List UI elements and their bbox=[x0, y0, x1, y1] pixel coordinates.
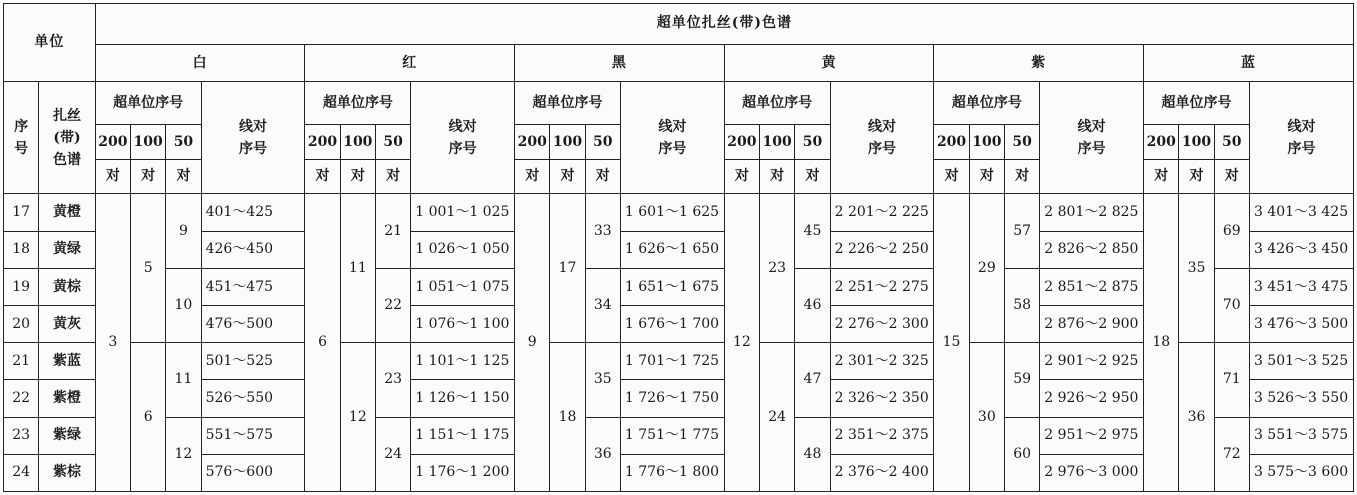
line-pair-range: 3 426～3 450 bbox=[1249, 231, 1353, 268]
line-pair-range: 2 851～2 875 bbox=[1040, 268, 1144, 305]
row-seq: 20 bbox=[4, 305, 39, 342]
unit-100-pair: 11 bbox=[340, 194, 375, 343]
unit-200-pair: 18 bbox=[1144, 194, 1179, 492]
row-color-name: 黄绿 bbox=[39, 231, 95, 268]
line-pair-header-line: 线对 bbox=[868, 118, 896, 135]
unit-50-pair: 36 bbox=[585, 417, 620, 492]
pair-count-header: 100 bbox=[131, 125, 166, 160]
color-header bbox=[39, 82, 95, 194]
line-pair-range: 1 101～1 125 bbox=[411, 343, 515, 380]
pair-unit-label: 对 bbox=[1004, 159, 1039, 194]
unit-50-pair: 60 bbox=[1004, 417, 1039, 492]
line-pair-range: 2 351～2 375 bbox=[830, 417, 934, 454]
line-pair-range: 426～450 bbox=[201, 231, 305, 268]
super-unit-seq-header: 超单位序号 bbox=[515, 82, 621, 125]
line-pair-range: 1 776～1 800 bbox=[620, 454, 724, 491]
unit-50-pair: 21 bbox=[375, 194, 410, 268]
unit-100-pair: 6 bbox=[131, 343, 166, 492]
line-pair-range: 501～525 bbox=[201, 343, 305, 380]
line-pair-header-line: 线对 bbox=[1287, 118, 1316, 135]
unit-50-pair: 10 bbox=[166, 268, 201, 342]
unit-200-pair: 9 bbox=[515, 194, 550, 492]
unit-50-pair: 45 bbox=[795, 194, 830, 268]
line-pair-range: 2 251～2 275 bbox=[830, 268, 934, 305]
line-pair-range: 1 751～1 775 bbox=[620, 417, 724, 454]
unit-100-pair: 36 bbox=[1179, 343, 1214, 492]
unit-50-pair: 33 bbox=[585, 194, 620, 268]
pair-count-header: 200 bbox=[724, 125, 759, 160]
pair-count-header: 200 bbox=[934, 125, 969, 160]
line-pair-header bbox=[1249, 82, 1353, 194]
unit-50-pair: 34 bbox=[585, 268, 620, 342]
line-pair-range: 2 326～2 350 bbox=[830, 380, 934, 417]
unit-50-pair: 24 bbox=[375, 417, 410, 492]
line-pair-header bbox=[830, 82, 934, 194]
row-color-name: 黄橙 bbox=[39, 194, 95, 231]
pair-unit-label: 对 bbox=[166, 159, 201, 194]
pair-count-header: 50 bbox=[375, 125, 410, 160]
unit-50-pair: 23 bbox=[375, 343, 410, 417]
line-pair-range: 551～575 bbox=[201, 417, 305, 454]
line-pair-range: 2 951～2 975 bbox=[1040, 417, 1144, 454]
group-header-5: 蓝 bbox=[1144, 44, 1354, 82]
pair-count-header: 100 bbox=[969, 125, 1004, 160]
group-header-3: 黄 bbox=[724, 44, 934, 82]
group-header-0: 白 bbox=[95, 44, 305, 82]
line-pair-range: 2 801～2 825 bbox=[1040, 194, 1144, 231]
seq-header-line: 序 bbox=[14, 118, 29, 135]
line-pair-range: 526～550 bbox=[201, 380, 305, 417]
unit-100-pair: 12 bbox=[340, 343, 375, 492]
pair-count-header: 200 bbox=[1144, 125, 1179, 160]
unit-50-pair: 57 bbox=[1004, 194, 1039, 268]
unit-50-pair: 71 bbox=[1214, 343, 1249, 417]
line-pair-range: 1 626～1 650 bbox=[620, 231, 724, 268]
line-pair-range: 1 026～1 050 bbox=[411, 231, 515, 268]
unit-50-pair: 11 bbox=[166, 343, 201, 417]
line-pair-range: 3 551～3 575 bbox=[1249, 417, 1353, 454]
super-unit-seq-header: 超单位序号 bbox=[1144, 82, 1250, 125]
pair-unit-label: 对 bbox=[760, 159, 795, 194]
unit-200-pair: 12 bbox=[724, 194, 759, 492]
line-pair-range: 1 151～1 175 bbox=[411, 417, 515, 454]
unit-200-pair: 6 bbox=[305, 194, 340, 492]
line-pair-range: 3 575～3 600 bbox=[1249, 454, 1353, 491]
super-unit-seq-header: 超单位序号 bbox=[95, 82, 201, 125]
line-pair-range: 2 826～2 850 bbox=[1040, 231, 1144, 268]
unit-50-pair: 47 bbox=[795, 343, 830, 417]
line-pair-range: 1 601～1 625 bbox=[620, 194, 724, 231]
color-spec-table bbox=[3, 3, 1354, 492]
group-header-4: 紫 bbox=[934, 44, 1144, 82]
line-pair-header bbox=[1040, 82, 1144, 194]
line-pair-range: 451～475 bbox=[201, 268, 305, 305]
line-pair-header bbox=[201, 82, 305, 194]
line-pair-header-line: 线对 bbox=[448, 118, 477, 135]
pair-unit-label: 对 bbox=[585, 159, 620, 194]
unit-50-pair: 12 bbox=[166, 417, 201, 492]
unit-50-pair: 9 bbox=[166, 194, 201, 268]
unit-100-pair: 24 bbox=[760, 343, 795, 492]
pair-count-header: 200 bbox=[515, 125, 550, 160]
pair-unit-label: 对 bbox=[340, 159, 375, 194]
line-pair-range: 2 226～2 250 bbox=[830, 231, 934, 268]
line-pair-range: 1 051～1 075 bbox=[411, 268, 515, 305]
unit-100-pair: 30 bbox=[969, 343, 1004, 492]
color-header-line: (带) bbox=[53, 129, 81, 146]
header-row-columns bbox=[4, 82, 1354, 125]
group-header-2: 黑 bbox=[515, 44, 725, 82]
line-pair-range: 1 126～1 150 bbox=[411, 380, 515, 417]
line-pair-header bbox=[411, 82, 515, 194]
line-pair-range: 2 301～2 325 bbox=[830, 343, 934, 380]
line-pair-range: 2 276～2 300 bbox=[830, 305, 934, 342]
line-pair-header-line: 线对 bbox=[1077, 118, 1106, 135]
line-pair-range: 401～425 bbox=[201, 194, 305, 231]
line-pair-range: 1 001～1 025 bbox=[411, 194, 515, 231]
row-seq: 23 bbox=[4, 417, 39, 454]
pair-unit-label: 对 bbox=[550, 159, 585, 194]
line-pair-range: 1 651～1 675 bbox=[620, 268, 724, 305]
line-pair-header-line: 序号 bbox=[238, 140, 267, 157]
line-pair-range: 1 076～1 100 bbox=[411, 305, 515, 342]
line-pair-range: 1 701～1 725 bbox=[620, 343, 724, 380]
line-pair-header-line: 序号 bbox=[658, 140, 687, 157]
pair-count-header: 200 bbox=[95, 125, 130, 160]
line-pair-header-line: 序号 bbox=[1287, 140, 1316, 157]
unit-50-pair: 70 bbox=[1214, 268, 1249, 342]
line-pair-range: 3 476～3 500 bbox=[1249, 305, 1353, 342]
unit-50-pair: 22 bbox=[375, 268, 410, 342]
line-pair-range: 3 501～3 525 bbox=[1249, 343, 1353, 380]
pair-unit-label: 对 bbox=[1214, 159, 1249, 194]
line-pair-range: 2 876～2 900 bbox=[1040, 305, 1144, 342]
line-pair-range: 1 176～1 200 bbox=[411, 454, 515, 491]
line-pair-range: 2 376～2 400 bbox=[830, 454, 934, 491]
color-header-line: 色谱 bbox=[53, 151, 81, 168]
line-pair-range: 3 526～3 550 bbox=[1249, 380, 1353, 417]
line-pair-range: 476～500 bbox=[201, 305, 305, 342]
row-seq: 24 bbox=[4, 454, 39, 491]
table-title: 超单位扎丝(带)色谱 bbox=[95, 4, 1353, 45]
line-pair-range: 3 401～3 425 bbox=[1249, 194, 1353, 231]
line-pair-range: 2 201～2 225 bbox=[830, 194, 934, 231]
line-pair-range: 576～600 bbox=[201, 454, 305, 491]
line-pair-header-line: 序号 bbox=[448, 140, 477, 157]
pair-count-header: 50 bbox=[166, 125, 201, 160]
unit-50-pair: 48 bbox=[795, 417, 830, 492]
pair-unit-label: 对 bbox=[95, 159, 130, 194]
unit-100-pair: 18 bbox=[550, 343, 585, 492]
pair-unit-label: 对 bbox=[1144, 159, 1179, 194]
row-color-name: 紫橙 bbox=[39, 380, 95, 417]
pair-unit-label: 对 bbox=[131, 159, 166, 194]
pair-count-header: 100 bbox=[340, 125, 375, 160]
color-header-line: 扎丝 bbox=[53, 107, 81, 124]
row-seq: 19 bbox=[4, 268, 39, 305]
row-seq: 22 bbox=[4, 380, 39, 417]
unit-50-pair: 58 bbox=[1004, 268, 1039, 342]
line-pair-range: 2 926～2 950 bbox=[1040, 380, 1144, 417]
row-color-name: 紫棕 bbox=[39, 454, 95, 491]
row-color-name: 紫蓝 bbox=[39, 343, 95, 380]
pair-count-header: 50 bbox=[585, 125, 620, 160]
line-pair-range: 3 451～3 475 bbox=[1249, 268, 1353, 305]
row-seq: 17 bbox=[4, 194, 39, 231]
seq-header bbox=[4, 82, 39, 194]
pair-count-header: 50 bbox=[795, 125, 830, 160]
line-pair-header-line: 线对 bbox=[238, 118, 267, 135]
pair-unit-label: 对 bbox=[375, 159, 410, 194]
group-header-1: 红 bbox=[305, 44, 515, 82]
row-seq: 21 bbox=[4, 343, 39, 380]
pair-count-header: 100 bbox=[550, 125, 585, 160]
row-seq: 18 bbox=[4, 231, 39, 268]
pair-unit-label: 对 bbox=[724, 159, 759, 194]
pair-count-header: 50 bbox=[1004, 125, 1039, 160]
data-row bbox=[4, 194, 1354, 231]
line-pair-range: 2 976～3 000 bbox=[1040, 454, 1144, 491]
pair-count-header: 50 bbox=[1214, 125, 1249, 160]
header-row-title bbox=[4, 4, 1354, 45]
row-color-name: 紫绿 bbox=[39, 417, 95, 454]
pair-count-header: 100 bbox=[760, 125, 795, 160]
line-pair-header-line: 序号 bbox=[1077, 140, 1106, 157]
unit-50-pair: 69 bbox=[1214, 194, 1249, 268]
pair-unit-label: 对 bbox=[969, 159, 1004, 194]
line-pair-header-line: 序号 bbox=[868, 140, 896, 157]
unit-50-pair: 35 bbox=[585, 343, 620, 417]
unit-200-pair: 3 bbox=[95, 194, 130, 492]
pair-count-header: 200 bbox=[305, 125, 340, 160]
pair-unit-label: 对 bbox=[934, 159, 969, 194]
line-pair-header-line: 线对 bbox=[658, 118, 687, 135]
unit-50-pair: 46 bbox=[795, 268, 830, 342]
header-row-groups bbox=[4, 44, 1354, 82]
unit-100-pair: 23 bbox=[760, 194, 795, 343]
line-pair-range: 1 726～1 750 bbox=[620, 380, 724, 417]
pair-count-header: 100 bbox=[1179, 125, 1214, 160]
line-pair-range: 2 901～2 925 bbox=[1040, 343, 1144, 380]
pair-unit-label: 对 bbox=[1179, 159, 1214, 194]
unit-50-pair: 59 bbox=[1004, 343, 1039, 417]
unit-header: 单位 bbox=[4, 4, 96, 82]
seq-header-line: 号 bbox=[14, 140, 29, 157]
pair-unit-label: 对 bbox=[515, 159, 550, 194]
row-color-name: 黄灰 bbox=[39, 305, 95, 342]
pair-unit-label: 对 bbox=[305, 159, 340, 194]
unit-100-pair: 29 bbox=[969, 194, 1004, 343]
super-unit-seq-header: 超单位序号 bbox=[724, 82, 830, 125]
unit-100-pair: 17 bbox=[550, 194, 585, 343]
unit-100-pair: 5 bbox=[131, 194, 166, 343]
line-pair-header bbox=[620, 82, 724, 194]
unit-50-pair: 72 bbox=[1214, 417, 1249, 492]
row-color-name: 黄棕 bbox=[39, 268, 95, 305]
unit-200-pair: 15 bbox=[934, 194, 969, 492]
unit-100-pair: 35 bbox=[1179, 194, 1214, 343]
pair-unit-label: 对 bbox=[795, 159, 830, 194]
super-unit-seq-header: 超单位序号 bbox=[305, 82, 411, 125]
line-pair-range: 1 676～1 700 bbox=[620, 305, 724, 342]
super-unit-seq-header: 超单位序号 bbox=[934, 82, 1040, 125]
